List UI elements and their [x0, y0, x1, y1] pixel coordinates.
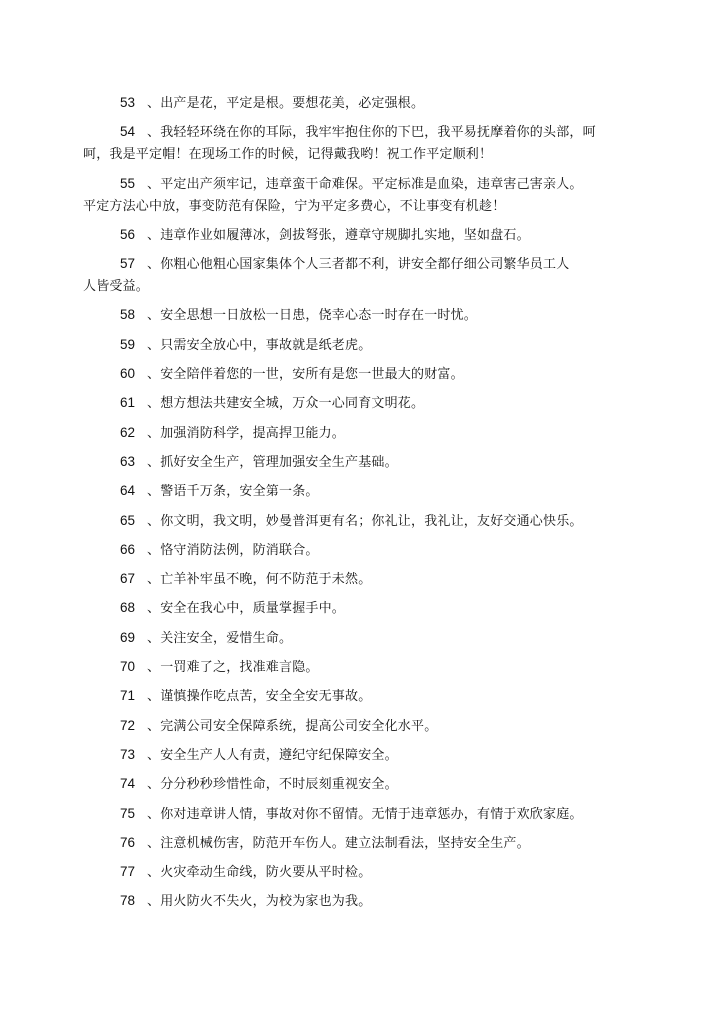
item-text: 、你文明，我文明，妙曼普洱更有名；你礼让，我礼让，友好交通心快乐。: [147, 513, 583, 529]
item-number: 75: [120, 805, 136, 821]
item-number: 53: [120, 95, 136, 110]
list-item-continuation-line: [83, 276, 630, 298]
list-item-first-line: [110, 334, 630, 357]
list-item-first-line: [110, 627, 630, 650]
item-text: 、分分秒秒珍惜性命，不时辰刻重视安全。: [147, 777, 398, 793]
item-number: 72: [120, 717, 136, 733]
list-item: [110, 890, 630, 913]
list-item-first-line: [110, 363, 630, 386]
list-item: [110, 224, 630, 247]
list-item: [110, 715, 630, 738]
item-number: 57: [120, 256, 136, 272]
list-item: [110, 597, 630, 620]
list-item: [110, 510, 630, 533]
list-item: [110, 803, 630, 826]
list-item-continuation-line: [83, 144, 630, 166]
list-item: [110, 744, 630, 767]
item-text: 、违章作业如履薄冰，剑拔弩张，遵章守规脚扎实地，坚如盘石。: [147, 227, 530, 243]
list-item-first-line: [110, 597, 630, 620]
item-number: 54: [120, 124, 136, 140]
item-text: 、恪守消防法例，防消联合。: [147, 542, 319, 558]
item-text: 、关注安全，爱惜生命。: [147, 630, 293, 646]
item-text: 呵，我是平定帽！在现场工作的时候，记得戴我哟！祝工作平定顺利！: [83, 147, 493, 163]
list-item-first-line: [110, 92, 630, 115]
item-text: 、亡羊补牢虽不晚，何不防范于未然。: [147, 572, 372, 588]
list-item: [110, 480, 630, 503]
item-text: 、安全思想一日放松一日患，侥幸心态一时存在一时忧。: [147, 308, 478, 324]
item-text: 平定方法心中放，事变防范有保险，宁为平定多费心，不让事变有机趁！: [83, 198, 506, 214]
list-item-first-line: [110, 656, 630, 679]
item-text: 人皆受益。: [83, 279, 150, 295]
item-number: 65: [120, 512, 136, 528]
list-item: [110, 539, 630, 562]
item-text: 、抓好安全生产，管理加强安全生产基础。: [147, 454, 398, 470]
item-text: 、出产是花，平定是根。要想花美，必定强根。: [147, 96, 425, 111]
item-number: 61: [120, 395, 136, 411]
item-number: 56: [120, 226, 136, 242]
item-text: 、你粗心他粗心国家集体个人三者都不利，讲安全都仔细公司繁华员工人: [147, 257, 570, 273]
item-number: 73: [120, 746, 136, 762]
item-number: 66: [120, 541, 136, 557]
item-text: 、安全陪伴着您的一世，安所有是您一世最大的财富。: [147, 367, 464, 383]
item-number: 77: [120, 864, 136, 880]
list-item: [110, 685, 630, 708]
item-number: 78: [120, 893, 136, 909]
list-item: [110, 861, 630, 884]
item-text: 、想方想法共建安全城，万众一心同育文明花。: [147, 396, 425, 412]
item-text: 、完满公司安全保障系统，提高公司安全化水平。: [147, 718, 438, 734]
item-text: 、我轻轻环绕在你的耳际，我牢牢抱住你的下巴，我平易抚摩着你的头部，呵: [147, 125, 596, 141]
item-number: 64: [120, 483, 136, 499]
list-item-first-line: [110, 224, 630, 247]
list-item-first-line: [110, 253, 630, 276]
item-number: 71: [120, 688, 136, 704]
list-item-first-line: [110, 392, 630, 415]
list-item-first-line: [110, 568, 630, 591]
list-item-first-line: [110, 685, 630, 708]
list-item-first-line: [110, 539, 630, 562]
item-number: 59: [120, 336, 136, 352]
item-number: 67: [120, 571, 136, 587]
list-item-first-line: [110, 803, 630, 826]
list-item-continuation-line: [83, 196, 630, 218]
list-item: [83, 173, 630, 218]
list-item: [110, 92, 630, 115]
item-text: 、一罚难了之，找准难言隐。: [147, 660, 319, 676]
list-item-first-line: [110, 832, 630, 855]
item-number: 55: [120, 175, 136, 191]
item-text: 、谨慎操作吃点苦，安全全安无事故。: [147, 689, 372, 705]
list-item: [110, 451, 630, 474]
item-text: 、警语千万条，安全第一条。: [147, 484, 319, 500]
list-item-first-line: [110, 715, 630, 738]
list-item-first-line: [110, 744, 630, 767]
list-item: [110, 627, 630, 650]
item-number: 58: [120, 307, 136, 323]
list-item: [110, 422, 630, 445]
item-text: 、安全在我心中，质量掌握手中。: [147, 601, 346, 617]
list-item-first-line: [110, 304, 630, 327]
list-item-first-line: [110, 121, 630, 144]
item-number: 69: [120, 629, 136, 645]
item-text: 、注意机械伤害，防范开车伤人。建立法制看法，坚持安全生产。: [147, 835, 530, 851]
item-text: 、平定出产须牢记，违章蛮干命难保。平定标准是血染，违章害己害亲人。: [147, 176, 583, 192]
list-item: [83, 253, 630, 298]
list-item: [110, 334, 630, 357]
list-item: [110, 832, 630, 855]
item-number: 62: [120, 424, 136, 440]
list-item: [83, 121, 630, 166]
item-number: 70: [120, 659, 136, 675]
list-item: [110, 656, 630, 679]
list-item-first-line: [110, 861, 630, 884]
item-text: 、用火防火不失火，为校为家也为我。: [147, 894, 372, 910]
item-number: 60: [120, 366, 136, 382]
list-item-first-line: [110, 173, 630, 196]
item-text: 、火灾牵动生命线，防火要从平时检。: [147, 865, 372, 881]
list-item: [110, 392, 630, 415]
item-text: 、你对违章讲人情，事故对你不留情。无情于违章惩办，有情于欢欣家庭。: [147, 806, 583, 822]
item-number: 74: [120, 776, 136, 792]
item-text: 、加强消防科学，提高捍卫能力。: [147, 425, 346, 441]
list-item: [110, 773, 630, 796]
item-number: 68: [120, 600, 136, 616]
item-text: 、安全生产人人有责，遵纪守纪保障安全。: [147, 747, 398, 763]
item-number: 63: [120, 453, 136, 469]
slogan-list: [83, 92, 630, 920]
item-text: 、只需安全放心中，事故就是纸老虎。: [147, 337, 372, 353]
list-item: [110, 568, 630, 591]
list-item: [110, 304, 630, 327]
list-item: [110, 363, 630, 386]
list-item-first-line: [110, 422, 630, 445]
list-item-first-line: [110, 510, 630, 533]
list-item-first-line: [110, 480, 630, 503]
list-item-first-line: [110, 773, 630, 796]
item-number: 76: [120, 834, 136, 850]
list-item-first-line: [110, 451, 630, 474]
list-item-first-line: [110, 890, 630, 913]
